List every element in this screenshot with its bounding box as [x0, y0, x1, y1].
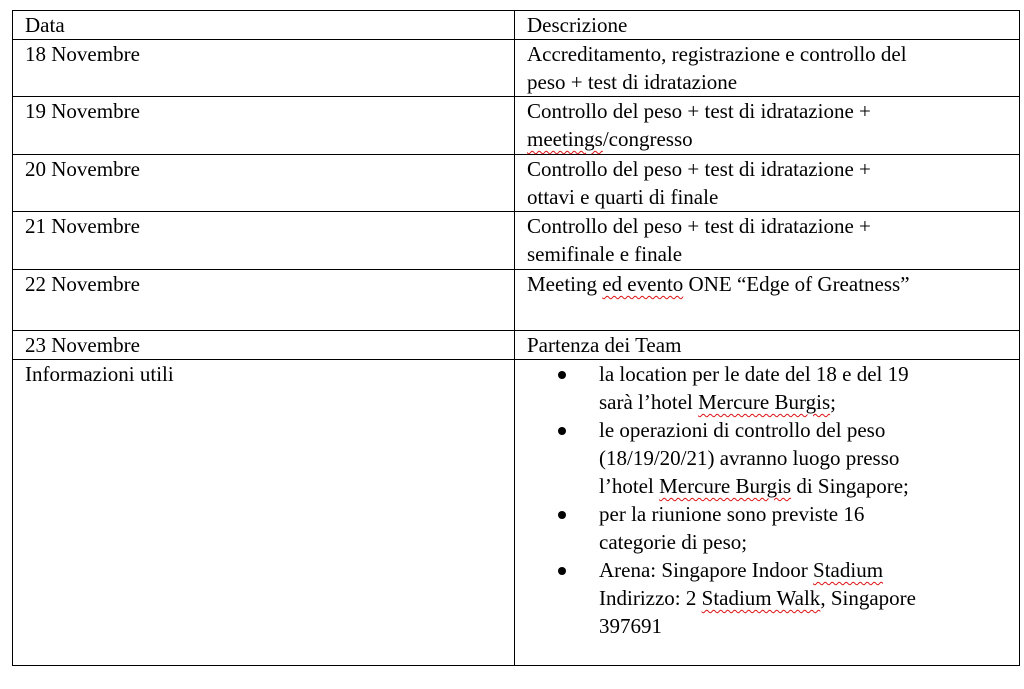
- description-line: Controllo del peso + test di idratazione +: [527, 157, 871, 181]
- bullet-icon: [558, 567, 566, 575]
- spellcheck-word: Stadium: [813, 558, 884, 582]
- list-item: [599, 416, 1009, 500]
- list-item-line: [599, 388, 1009, 416]
- list-item-text: Arena: Singapore Indoor: [599, 558, 814, 582]
- list-item-line: le operazioni di controllo del peso: [599, 418, 886, 442]
- row-description: [515, 155, 1020, 212]
- spellcheck-word: Mercure Burgis: [698, 390, 831, 414]
- list-item-line: 397691: [599, 614, 662, 638]
- description-line: Controllo del peso + test di idratazione +: [527, 214, 871, 238]
- list-item-text: sarà l’hotel: [599, 390, 699, 414]
- list-item-text: ;: [830, 390, 836, 414]
- row-date: 23 Novembre: [13, 331, 515, 360]
- info-row: [13, 360, 1020, 666]
- row-date: 19 Novembre: [13, 97, 515, 155]
- table-row: [13, 270, 1020, 331]
- list-item-line: la location per le date del 18 e del 19: [599, 362, 909, 386]
- bullet-icon: [558, 427, 566, 435]
- spellcheck-word: meetings: [527, 127, 603, 151]
- row-description: Partenza dei Team: [515, 331, 1020, 360]
- list-item-line: per la riunione sono previste 16: [599, 502, 865, 526]
- info-label: Informazioni utili: [13, 360, 515, 666]
- list-item-line: (18/19/20/21) avranno luogo presso: [599, 446, 900, 470]
- table-row: [13, 97, 1020, 155]
- row-date: 22 Novembre: [13, 270, 515, 331]
- row-description: [515, 270, 1020, 331]
- list-item-line: [599, 584, 1009, 612]
- description-text: /congresso: [602, 127, 693, 151]
- spellcheck-word: Mercure Burgis: [659, 474, 792, 498]
- description-line: [527, 125, 1009, 153]
- description-line: semifinale e finale: [527, 242, 683, 266]
- row-date: 21 Novembre: [13, 212, 515, 270]
- row-date: 18 Novembre: [13, 40, 515, 97]
- table-row: [13, 40, 1020, 97]
- description-text: ONE “Edge of Greatness”: [683, 272, 910, 296]
- row-description: [515, 97, 1020, 155]
- list-item-line: [599, 472, 1009, 500]
- table-row: [13, 331, 1020, 360]
- table-header-row: [13, 11, 1020, 40]
- list-item-line: categorie di peso;: [599, 530, 748, 554]
- description-line: Accreditamento, registrazione e controllo del: [527, 42, 907, 66]
- row-description: [515, 212, 1020, 270]
- list-item-text: l’hotel: [599, 474, 660, 498]
- spellcheck-word: Stadium Walk: [701, 586, 821, 610]
- bullet-icon: [558, 371, 566, 379]
- header-date: Data: [13, 11, 515, 40]
- list-item: [599, 360, 1009, 416]
- table-row: [13, 212, 1020, 270]
- description-line: ottavi e quarti di finale: [527, 185, 719, 209]
- description-line: peso + test di idratazione: [527, 70, 738, 94]
- list-item-line: [599, 556, 1009, 584]
- info-list-cell: [515, 360, 1020, 666]
- list-item: [599, 556, 1009, 640]
- row-description: [515, 40, 1020, 97]
- info-list: [527, 360, 1009, 640]
- table-row: [13, 155, 1020, 212]
- description-text: Meeting: [527, 272, 603, 296]
- list-item: [599, 500, 1009, 556]
- schedule-table: [12, 10, 1020, 666]
- list-item-text: Indirizzo: 2: [599, 586, 702, 610]
- row-date: 20 Novembre: [13, 155, 515, 212]
- description-line: Controllo del peso + test di idratazione +: [527, 99, 871, 123]
- spellcheck-word: ed evento: [602, 272, 684, 296]
- bullet-icon: [558, 511, 566, 519]
- header-description: Descrizione: [515, 11, 1020, 40]
- list-item-text: di Singapore;: [791, 474, 909, 498]
- list-item-text: , Singapore: [820, 586, 916, 610]
